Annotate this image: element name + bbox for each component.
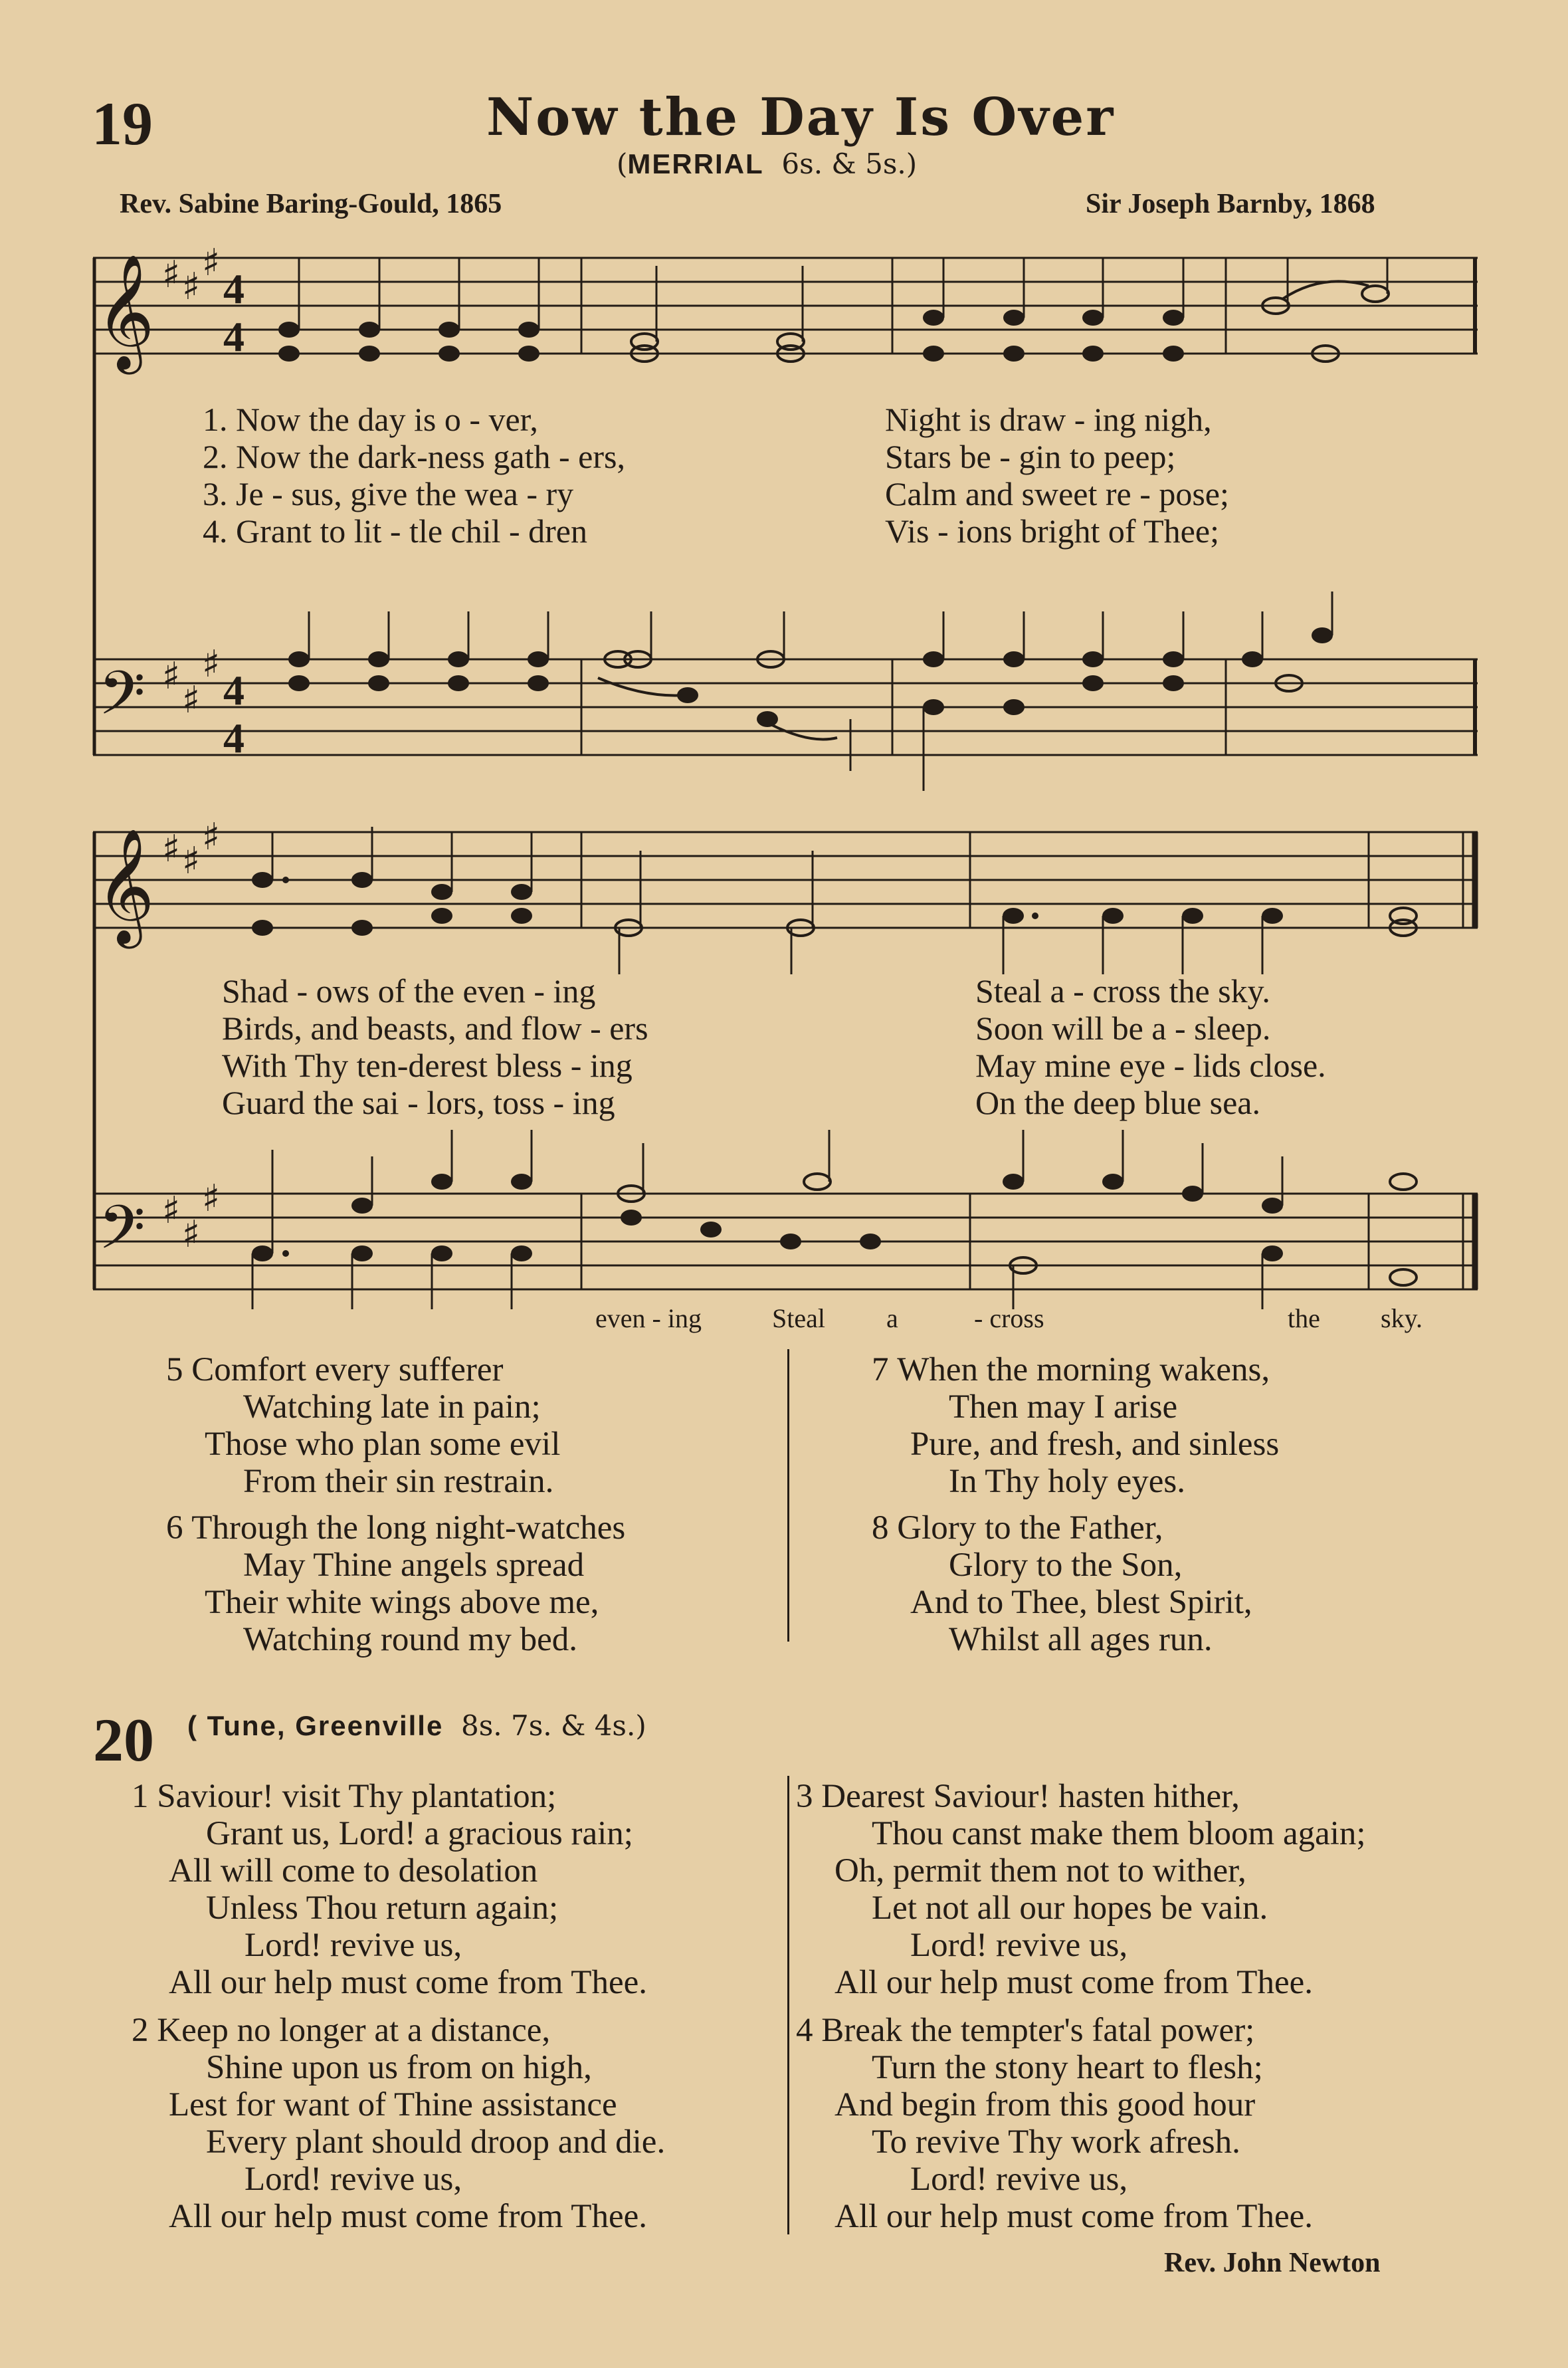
bass-cue-word: even - ing — [595, 1303, 702, 1333]
lyric-verse-number: 1. — [203, 401, 228, 438]
verse-3-line: Let not all our hopes be vain. — [872, 1889, 1268, 1927]
verse-5-line: Watching late in pain; — [243, 1388, 541, 1426]
verse-text: Through the long night-watches — [191, 1509, 626, 1547]
verse-5-line: Those who plan some evil — [205, 1426, 561, 1463]
verse-1-line: Grant us, Lord! a gracious rain; — [206, 1815, 633, 1852]
verse-number: 1 — [132, 1778, 149, 1815]
verse4-lyric-line-b: Vis - ions bright of Thee; — [885, 512, 1219, 550]
verse3-lyric-line — [203, 477, 573, 510]
author-credit: Rev. Sabine Baring-Gould, 1865 — [120, 189, 502, 219]
svg-text:♯: ♯ — [162, 253, 181, 296]
verse-3-line: Lord! revive us, — [910, 1927, 1128, 1964]
verse-2-line: All our help must come from Thee. — [169, 2198, 647, 2235]
svg-text:4: 4 — [223, 265, 245, 312]
author-credit-20: Rev. John Newton — [1164, 2248, 1381, 2278]
verse2-lyric-line-2a: Birds, and beasts, and flow - ers — [222, 1010, 648, 1047]
tune-name: MERRIAL — [627, 148, 764, 179]
svg-text:♯: ♯ — [162, 655, 181, 698]
verse-8-line: And to Thee, blest Spirit, — [910, 1584, 1252, 1621]
verse-number: 3 — [796, 1778, 813, 1815]
verse-8-line: Glory to the Son, — [949, 1547, 1183, 1584]
lyric-phrase-a: Je - sus, give the wea - ry — [236, 475, 574, 512]
hymn-number-19: 19 — [92, 90, 153, 158]
verse-4-line: And begin from this good hour — [834, 2086, 1256, 2123]
verse-number: 7 — [872, 1351, 889, 1388]
bass-cue-word: Steal — [772, 1303, 825, 1333]
svg-text:♯: ♯ — [182, 265, 201, 308]
verse1-lyric-line-b: Night is draw - ing nigh, — [885, 401, 1212, 438]
verse-8-line — [872, 1511, 1163, 1545]
verse-3-line: Oh, permit them not to wither, — [834, 1852, 1246, 1889]
bass-cue-word: a — [886, 1303, 898, 1333]
verse-5-line — [166, 1353, 503, 1387]
verse-4-line — [796, 2014, 1254, 2048]
verse1-lyric-line-2b: Steal a - cross the sky. — [975, 972, 1270, 1010]
verse-2-line: Lest for want of Thine assistance — [169, 2086, 617, 2123]
svg-text:𝄢: 𝄢 — [98, 658, 146, 743]
verse-text: Keep no longer at a distance, — [157, 2012, 551, 2049]
hymn-title: Now the Day Is Over — [486, 87, 1116, 148]
verse3-lyric-line-b: Calm and sweet re - pose; — [885, 475, 1229, 512]
column-divider — [787, 1349, 789, 1642]
svg-text:♯: ♯ — [202, 643, 221, 686]
lyric-verse-number: 4. — [203, 512, 228, 550]
verse4-lyric-line-2a: Guard the sai - lors, toss - ing — [222, 1084, 615, 1121]
svg-text:4: 4 — [223, 714, 245, 762]
verse-text: Break the tempter's fatal power; — [821, 2012, 1255, 2049]
bass-cue-word: the — [1288, 1303, 1320, 1333]
tune-meter: 6s. & 5s. — [781, 148, 906, 180]
verse-1-line: All our help must come from Thee. — [169, 1964, 647, 2001]
hymn-number-20: 20 — [93, 1706, 154, 1774]
verse-6-line: Watching round my bed. — [243, 1621, 577, 1658]
verse3-lyric-line-2b: May mine eye - lids close. — [975, 1047, 1326, 1084]
verse-4-line: Lord! revive us, — [910, 2161, 1128, 2198]
verse-4-line: Turn the stony heart to flesh; — [872, 2049, 1263, 2086]
verse-text: When the morning wakens, — [897, 1351, 1270, 1388]
verse-3-line — [796, 1780, 1240, 1814]
verse-7-line — [872, 1353, 1270, 1387]
verse-3-line: Thou canst make them bloom again; — [872, 1815, 1366, 1852]
verse-text: Comfort every sufferer — [191, 1351, 504, 1388]
verse-5-line: From their sin restrain. — [243, 1463, 554, 1500]
verse4-lyric-line-2b: On the deep blue sea. — [975, 1084, 1261, 1121]
svg-text:4: 4 — [223, 667, 245, 714]
verse-2-line — [132, 2014, 550, 2048]
verse-number: 4 — [796, 2012, 813, 2049]
composer-credit: Sir Joseph Barnby, 1868 — [1086, 189, 1375, 219]
svg-text:♯: ♯ — [202, 241, 221, 284]
tune-info: (MERRIAL 6s. & 5s.) — [617, 148, 918, 180]
lyric-phrase-a: Now the day is o - ver, — [236, 401, 538, 438]
lyric-verse-number: 2. — [203, 438, 228, 475]
verse2-lyric-line — [203, 440, 625, 473]
verse-text: Dearest Saviour! hasten hither, — [821, 1778, 1240, 1815]
svg-text:𝄢: 𝄢 — [98, 1192, 146, 1277]
verse-text: Saviour! visit Thy plantation; — [157, 1778, 557, 1815]
verse-7-line: Then may I arise — [949, 1388, 1178, 1426]
verse-6-line: May Thine angels spread — [243, 1547, 585, 1584]
tune-label: ( Tune, Greenville — [187, 1710, 444, 1741]
svg-text:𝄞: 𝄞 — [96, 254, 155, 370]
verse1-lyric-line-2a: Shad - ows of the even - ing — [222, 972, 596, 1010]
bass-cue-word: sky. — [1381, 1303, 1422, 1333]
svg-text:♯: ♯ — [162, 1189, 181, 1232]
lyric-phrase-a: Grant to lit - tle chil - dren — [236, 512, 588, 550]
verse1-lyric-line — [203, 403, 538, 436]
verse-4-line: To revive Thy work afresh. — [872, 2123, 1240, 2161]
verse-text: Glory to the Father, — [897, 1509, 1163, 1547]
verse3-lyric-line-2a: With Thy ten-derest bless - ing — [222, 1047, 633, 1084]
verse-1-line: All will come to desolation — [169, 1852, 538, 1889]
svg-text:𝄞: 𝄞 — [96, 828, 155, 944]
verse-2-line: Lord! revive us, — [245, 2161, 462, 2198]
bass-cue-word: - cross — [974, 1303, 1044, 1333]
verse-1-line: Lord! revive us, — [245, 1927, 462, 1964]
svg-text:♯: ♯ — [162, 827, 181, 871]
svg-text:♯: ♯ — [202, 815, 221, 859]
verse2-lyric-line-2b: Soon will be a - sleep. — [975, 1010, 1271, 1047]
verse-number: 8 — [872, 1509, 889, 1547]
column-divider-20 — [787, 1776, 789, 2234]
lyric-phrase-a: Now the dark-ness gath - ers, — [236, 438, 625, 475]
tune-info-20 — [187, 1709, 646, 1742]
verse-number: 2 — [132, 2012, 149, 2049]
svg-text:♯: ♯ — [202, 1177, 221, 1220]
verse4-lyric-line — [203, 514, 587, 548]
svg-text:♯: ♯ — [182, 679, 201, 722]
lyric-verse-number: 3. — [203, 475, 228, 512]
verse-4-line: All our help must come from Thee. — [834, 2198, 1313, 2235]
verse-7-line: Pure, and fresh, and sinless — [910, 1426, 1280, 1463]
verse-8-line: Whilst all ages run. — [949, 1621, 1213, 1658]
verse-1-line — [132, 1780, 556, 1814]
verse-7-line: In Thy holy eyes. — [949, 1463, 1186, 1500]
verse-6-line: Their white wings above me, — [205, 1584, 599, 1621]
verse2-lyric-line-b: Stars be - gin to peep; — [885, 438, 1176, 475]
tune-meter: 8s. 7s. & 4s.) — [461, 1709, 646, 1742]
svg-text:4: 4 — [223, 313, 245, 360]
verse-2-line: Every plant should droop and die. — [206, 2123, 666, 2161]
svg-text:♯: ♯ — [182, 1213, 201, 1256]
verse-number: 6 — [166, 1509, 183, 1547]
verse-6-line — [166, 1511, 625, 1545]
svg-text:♯: ♯ — [182, 839, 201, 883]
verse-2-line: Shine upon us from on high, — [206, 2049, 592, 2086]
verse-number: 5 — [166, 1351, 183, 1388]
verse-3-line: All our help must come from Thee. — [834, 1964, 1313, 2001]
verse-1-line: Unless Thou return again; — [206, 1889, 559, 1927]
